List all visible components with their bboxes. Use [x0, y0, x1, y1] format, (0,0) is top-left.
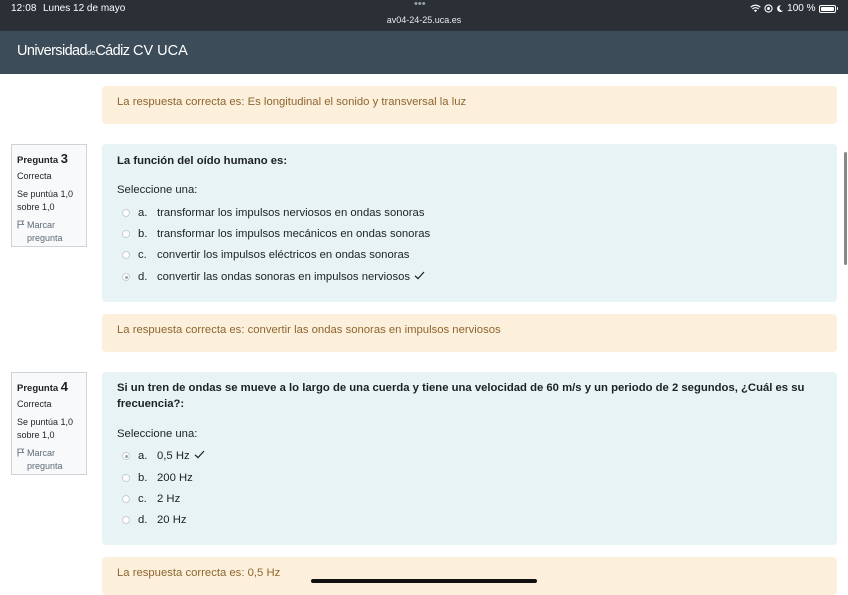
feedback-text: La respuesta correcta es: 0,5 Hz — [117, 567, 281, 579]
status-time: 12:08 — [11, 3, 37, 14]
option-letter: d. — [138, 514, 148, 526]
answer-option-a[interactable] — [122, 448, 205, 464]
battery-percent: 100 % — [787, 3, 816, 14]
option-text: 200 Hz — [157, 472, 193, 484]
logo-part-de: de — [86, 48, 96, 57]
option-letter: c. — [138, 249, 147, 261]
battery-tip — [837, 7, 839, 10]
feedback-text: La respuesta correcta es: convertir las ondas sonoras en impulsos nerviosos — [117, 324, 501, 336]
moon-icon — [776, 4, 784, 13]
radio-button[interactable] — [122, 230, 130, 238]
answer-option-d[interactable] — [122, 512, 187, 528]
answer-option-c[interactable] — [122, 491, 180, 507]
feedback-question-3 — [102, 314, 837, 352]
logo-part-b: Cádiz — [95, 43, 130, 59]
question-text: Si un tren de ondas se mueve a lo largo de una cuerda y tiene una velocidad de 60 m/s y un periodo de 2 segundos, ¿Cuál es su frecuencia?: — [117, 382, 805, 410]
flag-icon — [17, 220, 27, 244]
location-lock-icon — [764, 4, 773, 13]
flag-question-link[interactable] — [17, 447, 81, 472]
radio-button-selected[interactable] — [122, 452, 130, 460]
question-state: Correcta — [17, 171, 52, 181]
flag-label: Marcar pregunta — [27, 448, 63, 471]
radio-button[interactable] — [122, 495, 130, 503]
question-grade: Se puntúa 1,0 sobre 1,0 — [17, 189, 74, 212]
answer-option-b[interactable] — [122, 226, 430, 242]
feedback-previous-question — [102, 86, 837, 124]
question-number: Pregunta 3 — [17, 151, 68, 166]
option-letter: b. — [138, 472, 148, 484]
radio-button[interactable] — [122, 474, 130, 482]
ios-status-bar — [0, 0, 848, 31]
answer-option-c[interactable] — [122, 247, 409, 263]
correct-check-icon — [414, 271, 425, 283]
flag-question-link[interactable] — [17, 219, 81, 244]
status-date: Lunes 12 de mayo — [43, 3, 126, 14]
question-grade: Se puntúa 1,0 sobre 1,0 — [17, 417, 74, 440]
flag-label: Marcar pregunta — [27, 220, 63, 243]
option-letter: d. — [138, 271, 148, 283]
top-navbar — [0, 31, 848, 74]
answer-prompt: Seleccione una: — [117, 428, 198, 440]
wifi-icon — [750, 4, 761, 13]
answer-option-d[interactable] — [122, 269, 425, 285]
correct-check-icon — [194, 450, 205, 462]
radio-button[interactable] — [122, 251, 130, 259]
option-text: convertir las ondas sonoras en impulsos nerviosos — [157, 271, 411, 283]
option-text: 20 Hz — [157, 514, 187, 526]
option-letter: a. — [138, 207, 148, 219]
answer-option-b[interactable] — [122, 470, 193, 486]
status-indicators — [750, 3, 838, 14]
option-text: convertir los impulsos eléctricos en ondas sonoras — [157, 249, 410, 261]
url-label[interactable]: av04-24-25.uca.es — [386, 15, 462, 25]
question-3-content — [102, 144, 837, 302]
feedback-question-4 — [102, 557, 837, 595]
university-logo[interactable] — [17, 43, 129, 59]
answer-prompt: Seleccione una: — [117, 184, 198, 196]
battery-icon — [819, 5, 836, 13]
option-letter: c. — [138, 493, 147, 505]
question-4-content — [102, 372, 837, 545]
radio-button[interactable] — [122, 516, 130, 524]
question-3-info — [11, 144, 87, 247]
feedback-text: La respuesta correcta es: Es longitudinal el sonido y transversal la luz — [117, 96, 467, 108]
site-name-link[interactable]: CV UCA — [133, 43, 188, 59]
option-letter: b. — [138, 228, 148, 240]
question-text: La función del oído humano es: — [117, 155, 288, 167]
radio-button-selected[interactable] — [122, 273, 130, 281]
question-4-info — [11, 372, 87, 475]
logo-part-a: Universidad — [17, 43, 87, 59]
option-text: 0,5 Hz — [157, 450, 190, 462]
home-indicator[interactable] — [311, 579, 537, 583]
flag-icon — [17, 448, 27, 472]
option-text: transformar los impulsos nerviosos en ondas sonoras — [157, 207, 425, 219]
option-letter: a. — [138, 450, 148, 462]
multitask-dots-icon[interactable]: ••• — [414, 0, 426, 10]
option-text: transformar los impulsos mecánicos en ondas sonoras — [157, 228, 431, 240]
page-scrollbar[interactable] — [844, 152, 847, 265]
answer-option-a[interactable] — [122, 205, 425, 221]
question-state: Correcta — [17, 399, 52, 409]
question-number: Pregunta 4 — [17, 379, 68, 394]
option-text: 2 Hz — [157, 493, 181, 505]
radio-button[interactable] — [122, 209, 130, 217]
